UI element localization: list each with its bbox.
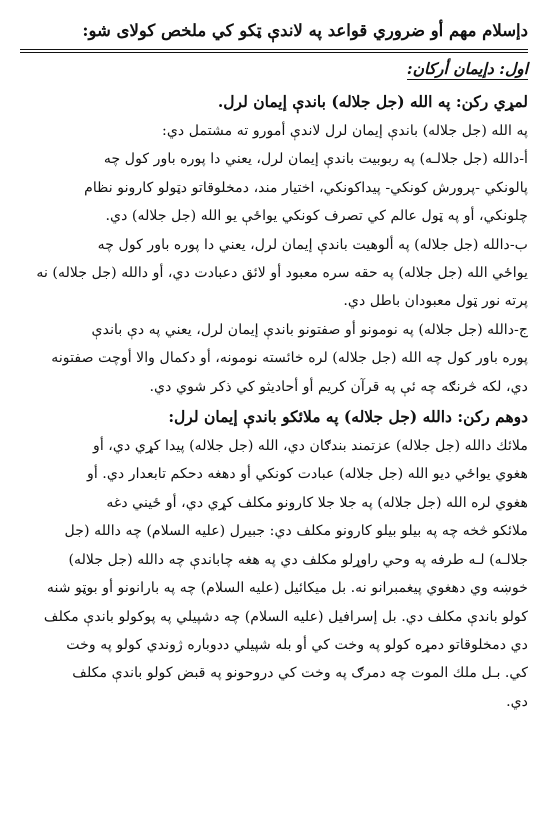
pillar-one-heading: لمړي ركن: په الله (جل جلاله) باندې إيمان لرل.: [217, 92, 528, 111]
body-line: خوښه وي دهغوي پيغمبرانو نه. بل ميكائيل (عليه السلام) چه په بارانونو أو بوټو شنه: [46, 580, 528, 597]
body-line: جلالـه) لـه طرفه په وحي راوړلو مكلف دي په هغه چاباندې چه دالله (جل جلاله): [68, 551, 528, 568]
body-line: يواځي الله (جل جلاله) په حقه سره معبود أو لائق دعبادت دي، أو دالله (جل جلاله) نه: [36, 265, 528, 282]
title-underline-bottom: [20, 52, 528, 53]
body-line: ملائكو څخه چه په بيلو بيلو كارونو مكلف دي: جبيرل (عليه السلام) چه دالله (جل: [64, 523, 528, 540]
body-line: هغوي يواځي ديو الله (جل جلاله) عبادت كونكي أو دهغه دحكم تابعدار دي. أو: [87, 466, 528, 483]
body-line: دي.: [506, 693, 528, 710]
body-line: دي، لكه څرنګه چه ئې په قرآن كريم أو أحاديثو كي ذكر شوي دي.: [149, 378, 528, 395]
body-line: كولو باندې مكلف دي. بل إسرافيل (عليه السلام) چه دشپيلي په پوكولو باندې مكلف: [43, 608, 528, 625]
body-line: ب-دالله (جل جلاله) په ألوهيت باندې إيمان لرل، يعني دا پوره باور كول چه: [97, 236, 528, 253]
body-line: پالونكي -پرورش كونكي- پيداكونكي، اختيار مند، دمخلوقاتو دټولو كارونو نظام: [84, 179, 528, 196]
body-line: پوره باور كول چه الله (جل جلاله) لره خائسته نومونه، أو دكمال والا أوچت صفتونه: [51, 350, 528, 367]
body-line: دي دمخلوقاتو دمړه كولو په وخت كي أو بله شپيلي ددوباره ژوندي كولو په وخت: [66, 636, 528, 653]
body-line: چلونكي، أو په ټول عالم كي تصرف كونكي يواځې يو الله (جل جلاله) دي.: [105, 208, 528, 225]
title-underline-top: [20, 49, 528, 50]
section-label: [20, 56, 528, 82]
body-line: ج-دالله (جل جلاله) په نومونو أو صفتونو باندې إيمان لرل، يعني په دې باندې: [91, 321, 528, 338]
body-line: پرته نور ټول معبودان باطل دي.: [343, 293, 528, 310]
title-double-underline: [20, 48, 528, 54]
body-line: كي. بـل ملك الموت چه دمرګ په وخت كي دروحونو په قبض كولو باندې مكلف: [72, 665, 528, 682]
body-line: أ-دالله (جل جلالـه) په ربوبيت باندې إيمان لرل، يعني دا پوره باور كول چه: [103, 151, 528, 168]
pillar-two-heading: دوهم ركن: دالله (جل جلاله) په ملائكو باندې إيمان لرل:: [168, 407, 528, 427]
body-line: په الله (جل جلاله) باندې إيمان لرل لاندې أمورو ته مشتمل دي:: [162, 123, 528, 139]
body-line: ملائك دالله (جل جلاله) عزتمند بندګان دي، الله (جل جلاله) پيدا كړي دي، أو: [93, 438, 528, 455]
page-title: دإسلام مهم أو ضروري قواعد په لاندې ټکو کي ملخص کولای شو:: [82, 21, 528, 40]
pillar-two-body: [20, 432, 528, 716]
section-label-text: اول: دإيمان أركان:: [406, 59, 528, 78]
body-line: هغوي لره الله (جل جلاله) په جلا جلا كارونو مكلف كړي دي، أو ځيني دغه: [106, 494, 528, 511]
pillar-one-body: [20, 117, 528, 401]
